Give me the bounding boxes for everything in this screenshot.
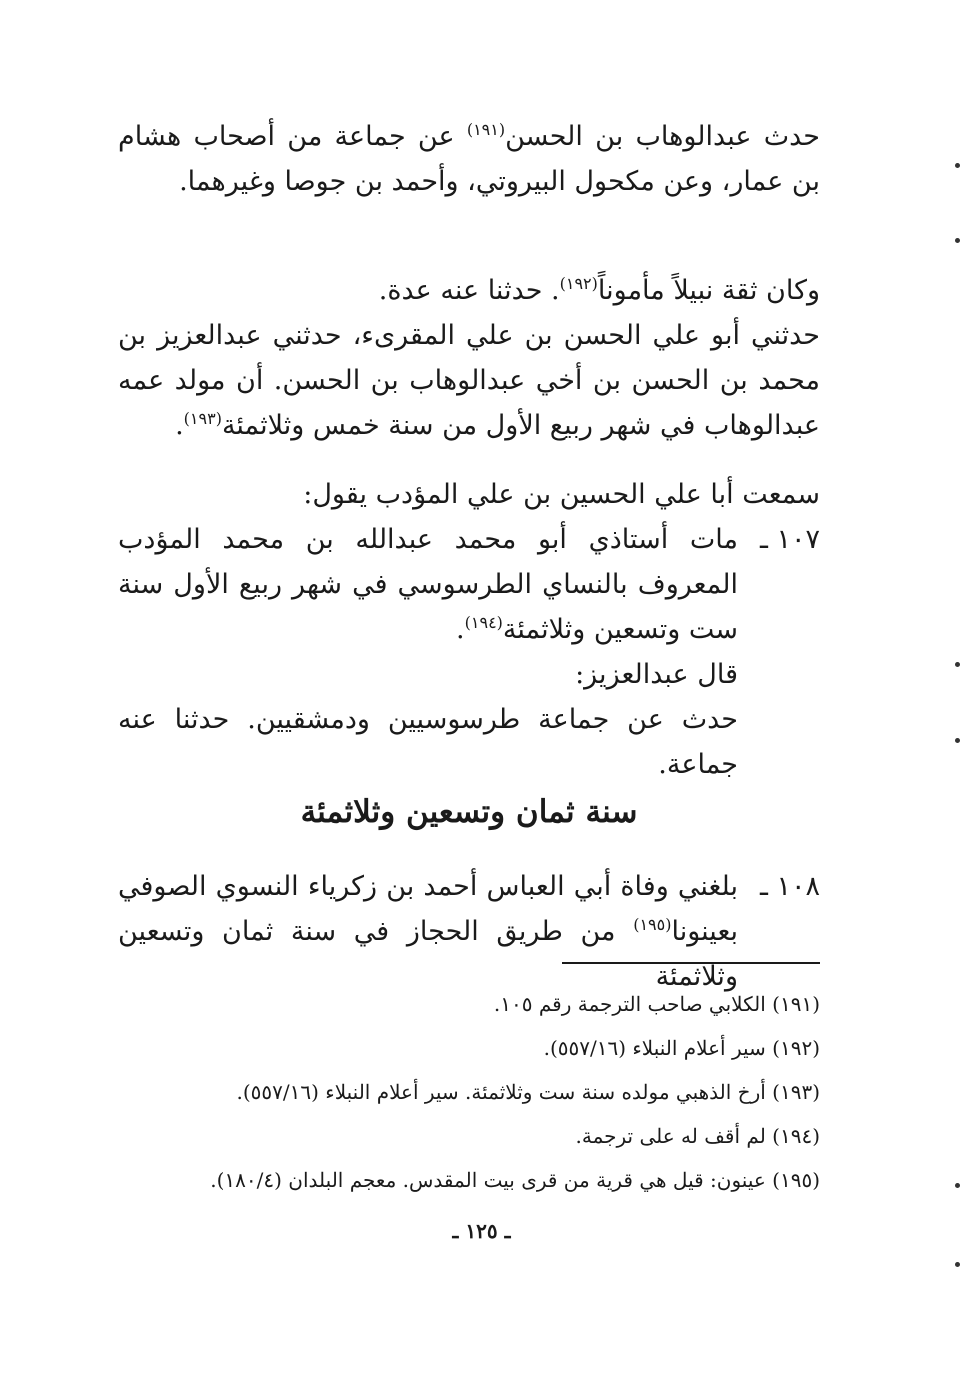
entry-text: بلغني وفاة أبي العباس أحمد بن زكرياء النسوي الصوفي بعينونا	[118, 871, 738, 947]
margin-mark	[955, 163, 960, 168]
entry-subline: قال عبدالعزيز:	[575, 659, 738, 690]
footnote-195: (١٩٥) عينون: قيل هي قرية من قرى بيت المقدس. معجم البلدان (١٨٠/٤).	[210, 1168, 820, 1192]
footnote-ref-193[interactable]: (١٩٣)	[183, 409, 222, 428]
margin-mark	[955, 238, 960, 243]
footnote-ref-194[interactable]: (١٩٤)	[464, 613, 503, 632]
entry-107	[118, 517, 820, 787]
margin-mark	[955, 1183, 960, 1188]
paragraph-text: سمعت أبا علي الحسين بن علي المؤدب يقول:	[303, 479, 820, 510]
paragraph-text: حدثني أبو علي الحسن بن علي المقرىء، حدثني عبدالعزيز بن محمد بن الحسن بن أخي عبدالوهاب بن الحسن. أن مولد عمه عبدالوهاب في شهر ربيع الأول من سنة خمس وثلاثمئة	[118, 320, 820, 441]
footnote-divider	[562, 962, 820, 964]
entry-text: .	[456, 614, 465, 645]
footnote-191: (١٩١) الكلابي صاحب الترجمة رقم ١٠٥.	[493, 992, 820, 1016]
footnotes	[118, 982, 820, 1202]
section-heading: سنة ثمان وتسعين وثلاثمئة	[300, 794, 638, 830]
paragraph-text: وكان ثقة نبيلاً مأموناً	[597, 275, 820, 306]
footnote-ref-191[interactable]: (١٩١)	[466, 120, 506, 139]
footnote-193: (١٩٣) أرخ الذهبي مولده سنة ست وثلاثمئة. سير أعلام النبلاء (٥٥٧/١٦).	[236, 1080, 820, 1104]
paragraph-text: .	[175, 410, 184, 441]
footnote-ref-195[interactable]: (١٩٥)	[633, 915, 672, 934]
footnote-192: (١٩٢) سير أعلام النبلاء (٥٥٧/١٦).	[543, 1036, 820, 1060]
footnote-194: (١٩٤) لم أقف له على ترجمة.	[575, 1124, 820, 1148]
margin-mark	[955, 738, 960, 743]
paragraph-heard	[118, 472, 820, 517]
entry-number: ١٠٧ ـ	[759, 524, 820, 555]
paragraph-thiqa	[118, 268, 820, 313]
entry-text: مات أستاذي أبو محمد عبدالله بن محمد المؤدب المعروف بالنساي الطرسوسي في شهر ربيع الأول سنة ست وتسعين وثلاثمئة	[118, 524, 738, 645]
page-number: ـ ١٢٥ ـ	[452, 1219, 511, 1243]
paragraph-text: عن جماعة من أصحاب هشام بن عمار، وعن مكحول البيروتي، وأحمد بن جوصا وغيرهما.	[118, 121, 820, 197]
footnote-ref-192[interactable]: (١٩٢)	[559, 274, 598, 293]
paragraph-text: حدث عبدالوهاب بن الحسن	[505, 121, 820, 152]
margin-mark	[955, 1262, 960, 1267]
entry-108	[118, 864, 820, 999]
entry-number: ١٠٨ ـ	[759, 871, 820, 902]
paragraph-abdulwahhab	[118, 114, 820, 204]
margin-mark	[955, 662, 960, 667]
entry-text: من طريق الحجاز في سنة ثمان وتسعين وثلاثمئة	[118, 916, 738, 992]
entry-subline: حدث عن جماعة طرسوسيين ودمشقيين. حدثنا عنه جماعة.	[118, 704, 738, 780]
paragraph-text: . حدثنا عنه عدة.	[378, 275, 560, 306]
paragraph-birth	[118, 313, 820, 448]
